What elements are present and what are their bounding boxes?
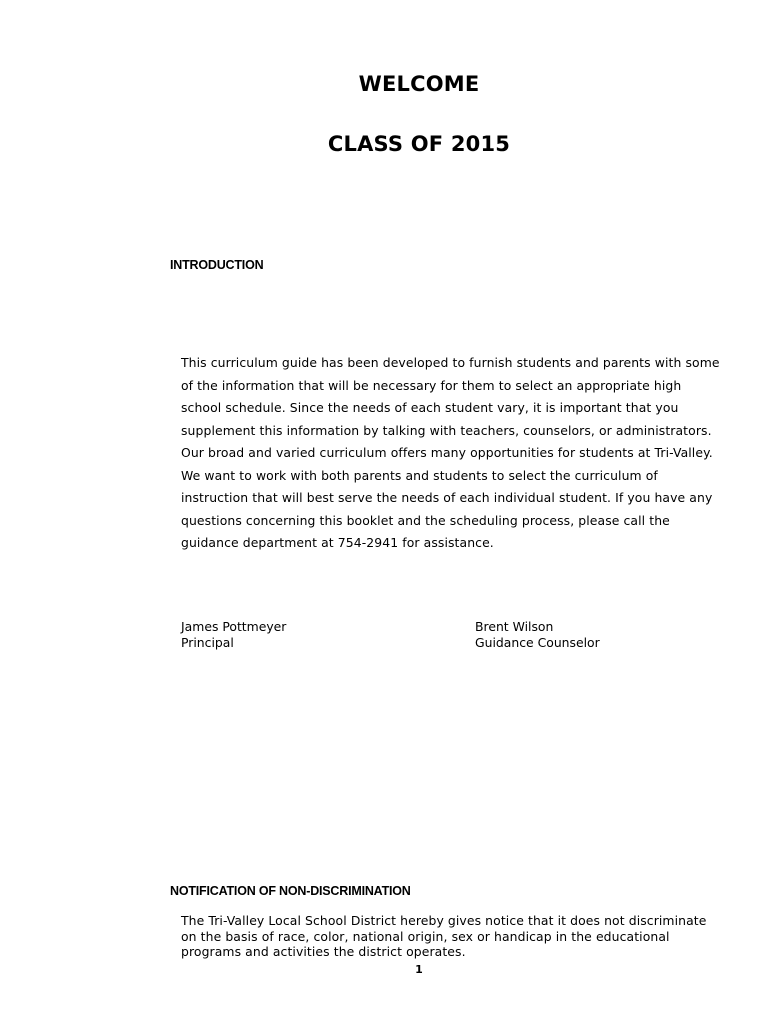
page-number: 1 <box>415 963 423 976</box>
introduction-line: questions concerning this booklet and the scheduling process, please call the <box>181 512 670 528</box>
introduction-line: This curriculum guide has been developed to furnish students and parents with some <box>181 355 720 370</box>
signature-name: James Pottmeyer <box>181 619 287 634</box>
signature-role: Principal <box>181 634 234 650</box>
page-title-welcome: WELCOME <box>358 72 480 96</box>
notification-line: The Tri-Valley Local School District hereby gives notice that it does not discriminate <box>181 913 707 928</box>
signature-name: Brent Wilson <box>475 619 554 634</box>
signature-role: Guidance Counselor <box>475 634 600 650</box>
introduction-line: supplement this information by talking with teachers, counselors, or administrators. <box>181 422 712 438</box>
introduction-line: Our broad and varied curriculum offers many opportunities for students at Tri-Valley. <box>181 445 713 460</box>
signature-principal <box>181 619 286 650</box>
introduction-line: instruction that will best serve the needs of each individual student. If you have any <box>181 490 713 505</box>
introduction-heading: INTRODUCTION <box>170 258 264 272</box>
notification-heading: NOTIFICATION OF NON-DISCRIMINATION <box>170 884 411 898</box>
page-title-class-of: CLASS OF 2015 <box>327 132 511 156</box>
signature-guidance-counselor <box>475 619 600 650</box>
introduction-line: school schedule. Since the needs of each student vary, it is important that you <box>181 400 679 415</box>
notification-paragraph <box>181 913 741 960</box>
notification-line: on the basis of race, color, national origin, sex or handicap in the educational <box>181 928 670 944</box>
introduction-paragraph <box>181 352 741 555</box>
introduction-line: guidance department at 754-2941 for assistance. <box>181 535 494 550</box>
introduction-line: We want to work with both parents and students to select the curriculum of <box>181 467 658 483</box>
notification-line: programs and activities the district operates. <box>181 944 466 959</box>
introduction-line: of the information that will be necessary for them to select an appropriate high <box>181 377 682 393</box>
